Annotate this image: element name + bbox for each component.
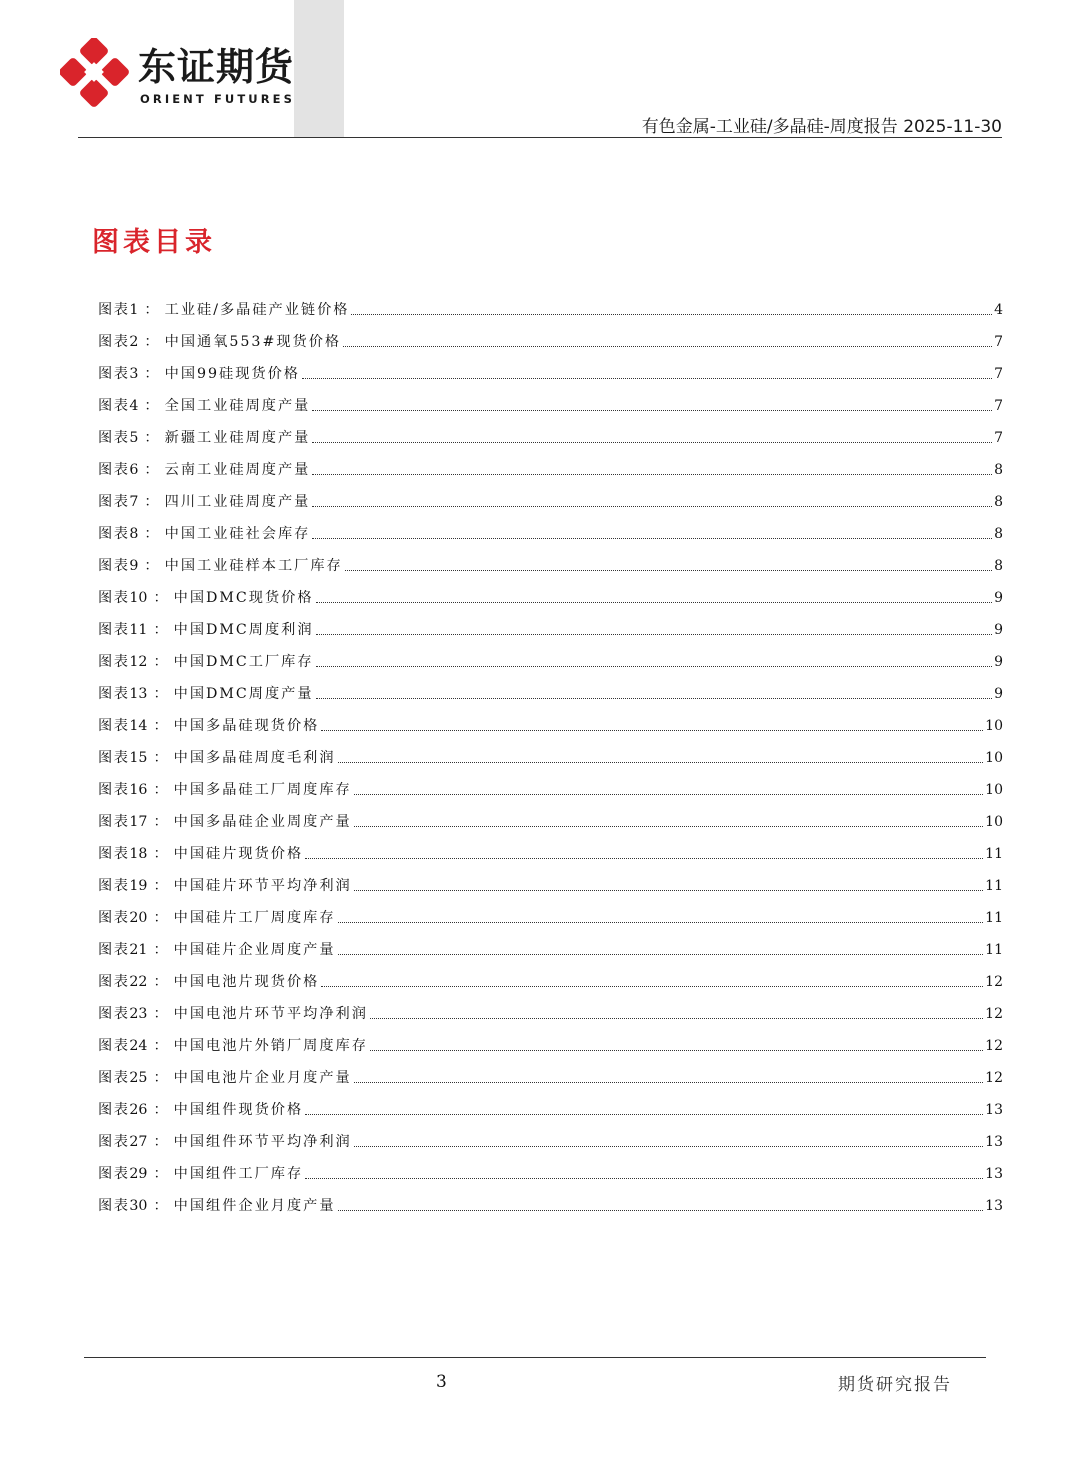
- toc-entry-prefix: 图表: [98, 1102, 130, 1118]
- toc-entry-label: [98, 1069, 174, 1087]
- toc-entry[interactable]: [98, 1183, 1003, 1215]
- toc-entry-prefix: 图表: [98, 1166, 130, 1182]
- toc-entry[interactable]: [98, 383, 1003, 415]
- toc-entry-separator: ：: [153, 750, 168, 766]
- toc-entry-label: [98, 493, 165, 511]
- toc-entry-separator: ：: [153, 1134, 168, 1150]
- toc-entry-title: 四川工业硅周度产量: [164, 494, 311, 510]
- toc-entry-separator: ：: [144, 366, 159, 382]
- toc-entry-prefix: 图表: [98, 750, 130, 766]
- toc-dot-leader: [354, 1146, 983, 1147]
- toc-entry-number: 16: [129, 782, 148, 798]
- toc-entry-page: 7: [994, 334, 1003, 350]
- toc-entry-title: 中国多晶硅现货价格: [173, 718, 320, 734]
- toc-dot-leader: [316, 634, 993, 635]
- toc-dot-leader: [370, 1050, 983, 1051]
- toc-entry-page: 12: [985, 1070, 1003, 1086]
- toc-dot-leader: [338, 762, 984, 763]
- toc-entry-separator: ：: [153, 942, 168, 958]
- toc-entry-number: 9: [129, 558, 139, 574]
- toc-entry-page: 9: [994, 590, 1003, 606]
- toc-entry[interactable]: [98, 1087, 1003, 1119]
- toc-entry-number: 30: [129, 1198, 148, 1214]
- toc-entry-separator: ：: [144, 558, 159, 574]
- toc-entry-label: [98, 941, 174, 959]
- toc-entry-label: [98, 621, 174, 639]
- toc-entry[interactable]: [98, 767, 1003, 799]
- toc-entry-separator: ：: [153, 814, 168, 830]
- toc-entry-prefix: 图表: [98, 1134, 130, 1150]
- toc-entry-label: [98, 557, 165, 575]
- toc-entry-label: [98, 973, 174, 991]
- toc-dot-leader: [321, 730, 983, 731]
- toc-entry-title: 中国电池片企业月度产量: [173, 1070, 352, 1086]
- toc-entry[interactable]: [98, 895, 1003, 927]
- toc-entry-label: [98, 653, 174, 671]
- toc-entry-label: [98, 1101, 174, 1119]
- toc-entry-prefix: 图表: [98, 334, 130, 350]
- toc-entry-prefix: 图表: [98, 622, 130, 638]
- toc-entry-number: 18: [129, 846, 148, 862]
- toc-entry-title: 中国DMC现货价格: [173, 590, 314, 606]
- toc-entry-title: 中国硅片环节平均净利润: [173, 878, 352, 894]
- toc-entry[interactable]: [98, 671, 1003, 703]
- toc-entry-prefix: 图表: [98, 718, 130, 734]
- toc-entry[interactable]: [98, 1119, 1003, 1151]
- toc-entry-number: 24: [129, 1038, 148, 1054]
- toc-entry-separator: ：: [153, 622, 168, 638]
- toc-entry-label: [98, 685, 174, 703]
- toc-entry-page: 9: [994, 622, 1003, 638]
- toc-entry-number: 10: [129, 590, 148, 606]
- toc-entry-title: 中国电池片现货价格: [173, 974, 320, 990]
- toc-entry-page: 7: [994, 430, 1003, 446]
- toc-entry-label: [98, 1037, 174, 1055]
- toc-entry-page: 8: [994, 526, 1003, 542]
- toc-entry-page: 7: [994, 366, 1003, 382]
- toc-entry-prefix: 图表: [98, 910, 130, 926]
- toc-entry-prefix: 图表: [98, 1070, 130, 1086]
- toc-dot-leader: [305, 1114, 983, 1115]
- toc-entry-label: [98, 525, 165, 543]
- toc-entry-prefix: 图表: [98, 398, 130, 414]
- toc-heading: 图表目录: [92, 227, 216, 258]
- toc-entry-label: [98, 1005, 174, 1023]
- toc-entry-label: [98, 813, 174, 831]
- toc-entry-separator: ：: [153, 1166, 168, 1182]
- header-decor-band: [294, 0, 344, 137]
- orient-futures-logo-icon: [60, 38, 130, 108]
- toc-entry-prefix: 图表: [98, 814, 130, 830]
- toc-dot-leader: [316, 666, 993, 667]
- toc-entry-separator: ：: [144, 526, 159, 542]
- toc-dot-leader: [343, 346, 992, 347]
- toc-entry-number: 19: [129, 878, 148, 894]
- toc-entry-number: 8: [129, 526, 139, 542]
- toc-entry-page: 13: [985, 1134, 1003, 1150]
- toc-dot-leader: [312, 442, 992, 443]
- toc-entry-page: 8: [994, 462, 1003, 478]
- toc-entry-number: 15: [129, 750, 148, 766]
- toc-dot-leader: [354, 890, 983, 891]
- toc-entry-title: 中国硅片企业周度产量: [173, 942, 336, 958]
- toc-entry[interactable]: [98, 319, 1003, 351]
- toc-dot-leader: [351, 314, 992, 315]
- toc-entry-number: 14: [129, 718, 148, 734]
- toc-entry-number: 21: [129, 942, 148, 958]
- toc-entry-prefix: 图表: [98, 654, 130, 670]
- footer-divider: [84, 1357, 986, 1358]
- toc-entry-prefix: 图表: [98, 686, 130, 702]
- toc-entry-page: 10: [985, 718, 1003, 734]
- toc-entry-page: 7: [994, 398, 1003, 414]
- toc-entry-separator: ：: [144, 334, 159, 350]
- toc-dot-leader: [305, 1178, 983, 1179]
- toc-entry-label: [98, 1133, 174, 1151]
- toc-entry-label: [98, 333, 165, 351]
- toc-entry-page: 4: [994, 302, 1003, 318]
- toc-entry-number: 1: [129, 302, 139, 318]
- toc-entry-number: 25: [129, 1070, 148, 1086]
- toc-entry-page: 11: [985, 942, 1003, 958]
- header-divider: [78, 137, 1002, 138]
- toc-entry-label: [98, 717, 174, 735]
- toc-entry-separator: ：: [153, 1006, 168, 1022]
- toc-entry-number: 12: [129, 654, 148, 670]
- toc-entry[interactable]: [98, 575, 1003, 607]
- toc-entry[interactable]: [98, 607, 1003, 639]
- toc-entry[interactable]: [98, 991, 1003, 1023]
- toc-entry-page: 11: [985, 910, 1003, 926]
- toc-entry[interactable]: [98, 1055, 1003, 1087]
- toc-entry-number: 6: [129, 462, 139, 478]
- toc-entry-separator: ：: [153, 1070, 168, 1086]
- toc-entry-title: 中国多晶硅周度毛利润: [173, 750, 336, 766]
- toc-entry-separator: ：: [153, 1198, 168, 1214]
- toc-entry-title: 中国组件现货价格: [173, 1102, 304, 1118]
- toc-entry-page: 12: [985, 1038, 1003, 1054]
- toc-entry-label: [98, 781, 174, 799]
- toc-entry-separator: ：: [153, 878, 168, 894]
- toc-entry-title: 中国DMC工厂库存: [173, 654, 314, 670]
- toc-entry-separator: ：: [144, 462, 159, 478]
- toc-entry-number: 2: [129, 334, 139, 350]
- toc-entry-prefix: 图表: [98, 494, 130, 510]
- toc-entry-prefix: 图表: [98, 878, 130, 894]
- toc-dot-leader: [345, 570, 992, 571]
- toc-entry-page: 8: [994, 558, 1003, 574]
- toc-entry-separator: ：: [153, 846, 168, 862]
- toc-entry-title: 中国硅片现货价格: [173, 846, 304, 862]
- toc-entry-number: 20: [129, 910, 148, 926]
- toc-list: [98, 287, 1003, 1215]
- toc-entry-page: 9: [994, 686, 1003, 702]
- toc-entry-prefix: 图表: [98, 366, 130, 382]
- toc-entry-title: 中国99硅现货价格: [164, 366, 300, 382]
- toc-entry-number: 5: [129, 430, 139, 446]
- toc-entry-label: [98, 365, 165, 383]
- toc-entry-title: 中国DMC周度利润: [173, 622, 314, 638]
- toc-entry-page: 10: [985, 750, 1003, 766]
- toc-entry-separator: ：: [153, 718, 168, 734]
- toc-entry-page: 11: [985, 846, 1003, 862]
- toc-entry-number: 4: [129, 398, 139, 414]
- toc-entry-label: [98, 749, 174, 767]
- toc-entry-prefix: 图表: [98, 302, 130, 318]
- toc-entry-label: [98, 301, 165, 319]
- toc-entry-label: [98, 877, 174, 895]
- toc-entry[interactable]: [98, 735, 1003, 767]
- toc-entry[interactable]: [98, 447, 1003, 479]
- toc-entry-page: 13: [985, 1102, 1003, 1118]
- footer-label: 期货研究报告: [838, 1375, 952, 1395]
- toc-entry[interactable]: [98, 287, 1003, 319]
- toc-entry-page: 9: [994, 654, 1003, 670]
- toc-entry[interactable]: [98, 511, 1003, 543]
- toc-entry-title: 中国DMC周度产量: [173, 686, 314, 702]
- toc-entry[interactable]: [98, 959, 1003, 991]
- toc-entry-label: [98, 1165, 174, 1183]
- toc-entry[interactable]: [98, 479, 1003, 511]
- toc-entry-prefix: 图表: [98, 558, 130, 574]
- toc-entry-title: 中国多晶硅企业周度产量: [173, 814, 352, 830]
- toc-entry[interactable]: [98, 799, 1003, 831]
- toc-entry-separator: ：: [153, 654, 168, 670]
- toc-entry-separator: ：: [153, 782, 168, 798]
- toc-dot-leader: [312, 506, 992, 507]
- toc-entry-label: [98, 909, 174, 927]
- toc-dot-leader: [302, 378, 992, 379]
- toc-dot-leader: [312, 538, 992, 539]
- toc-entry-prefix: 图表: [98, 526, 130, 542]
- toc-entry-number: 11: [129, 622, 148, 638]
- toc-entry-number: 7: [129, 494, 139, 510]
- toc-entry-title: 中国电池片外销厂周度库存: [173, 1038, 368, 1054]
- toc-entry-label: [98, 589, 174, 607]
- toc-dot-leader: [316, 602, 993, 603]
- toc-entry-title: 中国工业硅社会库存: [164, 526, 311, 542]
- toc-entry-label: [98, 397, 165, 415]
- toc-entry-title: 中国电池片环节平均净利润: [173, 1006, 368, 1022]
- toc-entry-page: 12: [985, 1006, 1003, 1022]
- toc-entry-prefix: 图表: [98, 846, 130, 862]
- toc-entry-title: 中国多晶硅工厂周度库存: [173, 782, 352, 798]
- report-header-title: 有色金属-工业硅/多晶硅-周度报告 2025-11-30: [641, 117, 1002, 137]
- toc-entry-title: 全国工业硅周度产量: [164, 398, 311, 414]
- toc-entry-prefix: 图表: [98, 942, 130, 958]
- toc-entry[interactable]: [98, 831, 1003, 863]
- toc-entry[interactable]: [98, 927, 1003, 959]
- toc-entry-separator: ：: [153, 1038, 168, 1054]
- toc-entry-label: [98, 461, 165, 479]
- toc-entry-title: 中国通氧553#现货价格: [164, 334, 342, 350]
- toc-entry-prefix: 图表: [98, 590, 130, 606]
- toc-entry-separator: ：: [144, 430, 159, 446]
- toc-entry-prefix: 图表: [98, 782, 130, 798]
- toc-entry-number: 26: [129, 1102, 148, 1118]
- toc-entry-page: 13: [985, 1198, 1003, 1214]
- toc-entry-page: 10: [985, 814, 1003, 830]
- toc-entry-separator: ：: [153, 910, 168, 926]
- toc-entry-prefix: 图表: [98, 1006, 130, 1022]
- toc-dot-leader: [354, 1082, 983, 1083]
- toc-entry-number: 3: [129, 366, 139, 382]
- toc-entry-prefix: 图表: [98, 1038, 130, 1054]
- toc-entry-separator: ：: [144, 302, 159, 318]
- toc-entry-prefix: 图表: [98, 1198, 130, 1214]
- toc-entry-page: 10: [985, 782, 1003, 798]
- toc-entry-separator: ：: [153, 686, 168, 702]
- toc-entry[interactable]: [98, 415, 1003, 447]
- toc-entry-number: 17: [129, 814, 148, 830]
- toc-dot-leader: [312, 410, 992, 411]
- company-logo: [60, 38, 300, 118]
- toc-entry-title: 中国硅片工厂周度库存: [173, 910, 336, 926]
- toc-entry-number: 29: [129, 1166, 148, 1182]
- toc-entry-label: [98, 1197, 174, 1215]
- toc-entry[interactable]: [98, 863, 1003, 895]
- toc-entry-separator: ：: [153, 974, 168, 990]
- toc-entry-page: 12: [985, 974, 1003, 990]
- toc-entry-number: 23: [129, 1006, 148, 1022]
- toc-entry-prefix: 图表: [98, 462, 130, 478]
- toc-entry[interactable]: [98, 703, 1003, 735]
- toc-entry-title: 中国组件环节平均净利润: [173, 1134, 352, 1150]
- toc-dot-leader: [338, 922, 984, 923]
- toc-entry-prefix: 图表: [98, 430, 130, 446]
- toc-entry[interactable]: [98, 1151, 1003, 1183]
- toc-entry-title: 云南工业硅周度产量: [164, 462, 311, 478]
- toc-entry-title: 中国组件企业月度产量: [173, 1198, 336, 1214]
- toc-entry-separator: ：: [153, 590, 168, 606]
- toc-entry-page: 11: [985, 878, 1003, 894]
- toc-dot-leader: [305, 858, 983, 859]
- toc-dot-leader: [321, 986, 983, 987]
- toc-dot-leader: [338, 954, 984, 955]
- toc-entry-separator: ：: [144, 494, 159, 510]
- toc-entry-number: 22: [129, 974, 148, 990]
- toc-entry-separator: ：: [153, 1102, 168, 1118]
- toc-entry-title: 新疆工业硅周度产量: [164, 430, 311, 446]
- toc-entry-page: 8: [994, 494, 1003, 510]
- toc-entry-separator: ：: [144, 398, 159, 414]
- toc-entry[interactable]: [98, 639, 1003, 671]
- page-number: 3: [436, 1372, 447, 1392]
- toc-dot-leader: [370, 1018, 983, 1019]
- toc-entry-title: 中国组件工厂库存: [173, 1166, 304, 1182]
- toc-dot-leader: [354, 826, 983, 827]
- toc-entry[interactable]: [98, 351, 1003, 383]
- toc-entry-prefix: 图表: [98, 974, 130, 990]
- toc-entry[interactable]: [98, 543, 1003, 575]
- toc-entry-label: [98, 429, 165, 447]
- toc-entry-number: 13: [129, 686, 148, 702]
- toc-entry-number: 27: [129, 1134, 148, 1150]
- toc-dot-leader: [354, 794, 983, 795]
- toc-entry[interactable]: [98, 1023, 1003, 1055]
- toc-dot-leader: [312, 474, 992, 475]
- toc-entry-label: [98, 845, 174, 863]
- toc-entry-page: 13: [985, 1166, 1003, 1182]
- toc-dot-leader: [316, 698, 993, 699]
- toc-dot-leader: [338, 1210, 984, 1211]
- logo-english-name: ORIENT FUTURES: [140, 92, 296, 106]
- logo-chinese-name: 东证期货: [138, 45, 295, 89]
- toc-entry-title: 工业硅/多晶硅产业链价格: [164, 302, 350, 318]
- toc-entry-title: 中国工业硅样本工厂库存: [164, 558, 343, 574]
